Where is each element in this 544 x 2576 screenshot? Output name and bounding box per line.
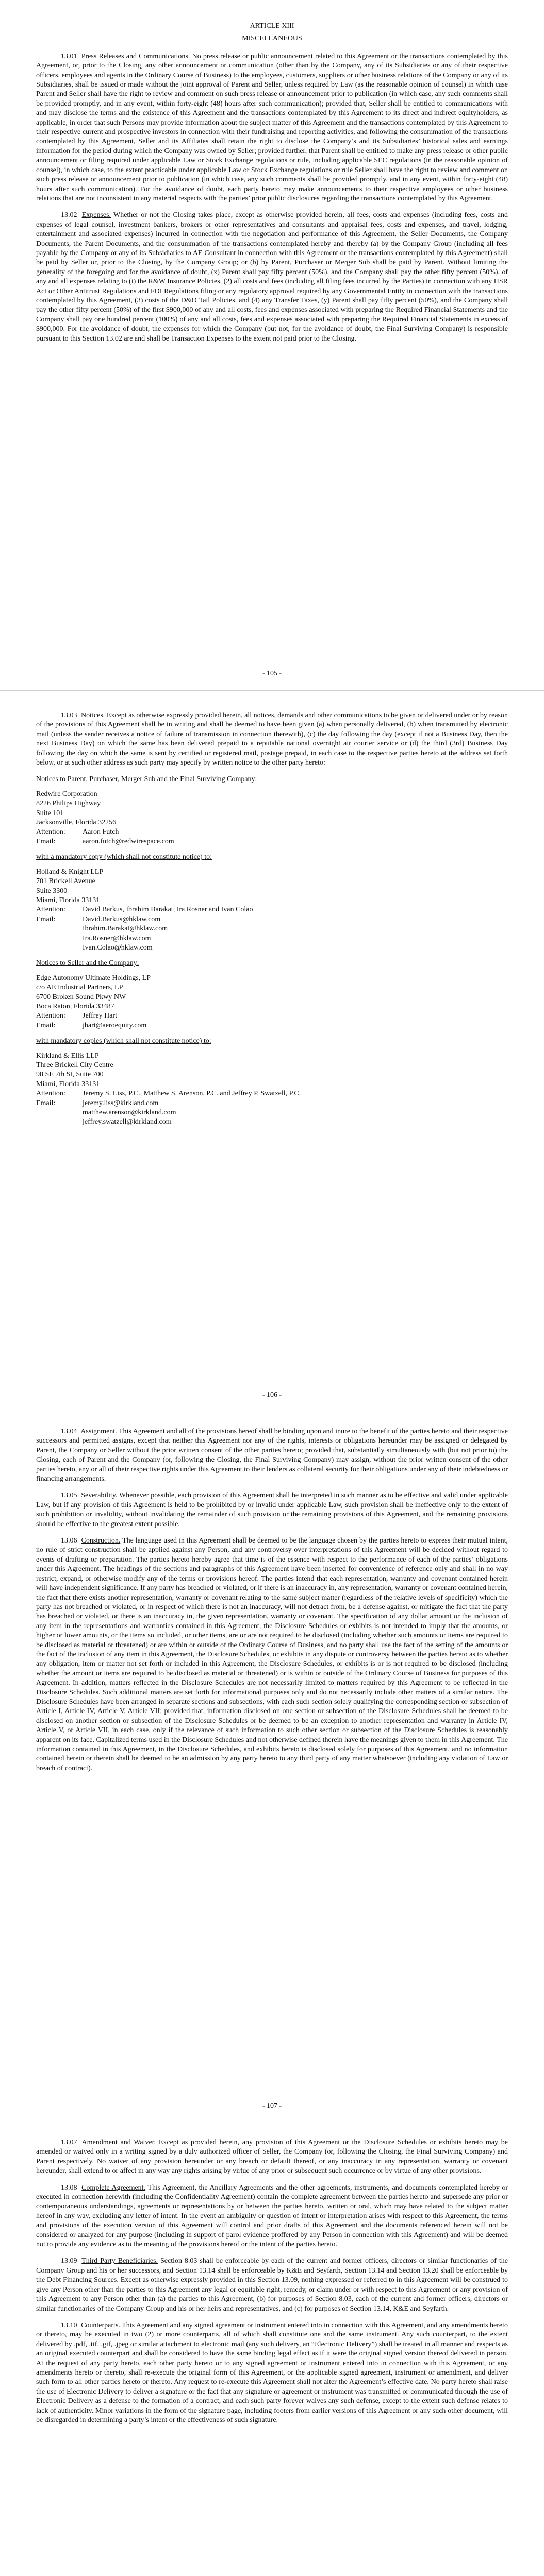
section-number: 13.01: [61, 52, 77, 60]
address-line: Miami, Florida 33131: [36, 896, 100, 904]
page-number: - 105 -: [262, 670, 282, 677]
section-13-06: [36, 1536, 508, 1773]
section-title: Notices.: [81, 711, 105, 719]
address-line: Miami, Florida 33131: [36, 1080, 100, 1088]
address-line: Holland & Knight LLP: [36, 868, 104, 876]
notice-parent-copy-label: with a mandatory copy (which shall not constitute notice) to:: [36, 853, 212, 861]
section-13-07: [36, 2138, 508, 2176]
section-text: Section 8.03 shall be enforceable by each of the current and former officers, directors or similar functionaries of the Company Group and his or her successors, and Section 13.14 shall be enforceable by K&E and Seyfarth, Section 13.14 and Section 13.20 shall be enforceable by the Debt Financing Sources. Except as otherwise expressly provided in this Section 13.09, nothing expressed or referred to in this Agreement will be construed to give any Person other than the parties to this Agreement any legal or equitable right, remedy, or claim under or with respect to this Agreement or any provision of this Agreement to any Person other than (a) the parties to this Agreement, (b) for purposes of Section 8.03, each of the current and former officers, directors or similar functionaries of the Company Group and his or her heirs and representatives, and (c) for purposes of Section 13.14, K&E and Seyfarth.: [36, 2257, 508, 2313]
section-number: 13.07: [61, 2139, 77, 2146]
attention-row: [36, 1011, 508, 1021]
section-13-10: [36, 2321, 508, 2425]
section-number: 13.04: [61, 1428, 77, 1435]
spacer: [36, 924, 83, 934]
email-value: Ibrahim.Barakat@hklaw.com: [83, 925, 168, 933]
attention-value: Jeremy S. Liss, P.C., Matthew S. Arenson, P.C. and Jeffrey P. Swatzell, P.C.: [83, 1090, 301, 1098]
email-value: aaron.futch@redwirespace.com: [83, 837, 174, 845]
attention-label: Attention:: [36, 906, 65, 914]
email-label: Email:: [36, 915, 56, 923]
attention-label: Attention:: [36, 828, 65, 836]
address-line: Suite 3300: [36, 887, 68, 895]
email-row: [36, 1021, 508, 1030]
attention-value: Jeffrey Hart: [83, 1012, 117, 1020]
section-number: 13.08: [61, 2183, 77, 2192]
address-line: c/o AE Industrial Partners, LP: [36, 984, 123, 992]
notice-seller-copy-label: with mandatory copies (which shall not constitute notice) to:: [36, 1037, 211, 1045]
page-number: - 107 -: [262, 2102, 282, 2110]
notice-seller-copy-address: [36, 1052, 508, 1127]
page-108: [36, 2138, 508, 2432]
section-text: This Agreement and all of the provisions hereof shall be binding upon and inure to the benefit of the parties hereto and their respective successors and permitted assigns, except that neither this Agreement nor any of the rights, interests or obligations hereunder may be assigned or delegated by Parent, the Company or Seller without the prior written consent of the other parties hereto; provided that, substantially simultaneously with (but not prior to) the Closing, each of Parent and the Company (or, following the Closing, the Final Surviving Company) may assign, without the prior written consent of the other parties hereto, any or all of their respective rights under this Agreement to their lenders as collateral security for their obligations under any of their indebtedness or financing arrangements.: [36, 1428, 508, 1483]
section-number: 13.03: [61, 711, 77, 719]
attention-label: Attention:: [36, 1090, 65, 1098]
email-value: jeffrey.swatzell@kirkland.com: [83, 1118, 172, 1126]
email-row-cont: [36, 1108, 508, 1117]
address-line: Three Brickell City Centre: [36, 1061, 113, 1069]
notice-seller-label: Notices to Seller and the Company:: [36, 959, 139, 968]
spacer: [36, 1108, 83, 1117]
section-13-08: [36, 2183, 508, 2250]
address-line: 6700 Broken Sound Pkwy NW: [36, 993, 126, 1001]
attention-label: Attention:: [36, 1012, 65, 1020]
email-row: [36, 1099, 508, 1108]
section-title: Counterparts.: [81, 2321, 120, 2329]
section-number: 13.09: [61, 2257, 77, 2265]
section-text: Except as provided herein, any provision of this Agreement or the Disclosure Schedules or exhibits hereto may be amended or waived only in a writing signed by a duly authorized officer of Seller, the Company (or, following the Closing, the Final Surviving Company) and Parent respectively. No waiver of any provision hereunder or any breach or default thereof, or any inaccuracy in any representation, warranty or covenant hereunder, shall extend to or affect in any way any rights arising by virtue of any prior or subsequent such occurrence or by virtue of any other provisions.: [36, 2139, 508, 2175]
notice-seller-address: [36, 974, 508, 1030]
email-row-cont: [36, 943, 508, 953]
section-number: 13.05: [61, 1492, 77, 1500]
address-line: 8226 Philips Highway: [36, 800, 101, 808]
section-title: Complete Agreement.: [81, 2183, 146, 2192]
section-title: Severability.: [81, 1492, 118, 1500]
attention-row: [36, 1089, 508, 1098]
page-number: - 106 -: [262, 1391, 282, 1399]
email-row-cont: [36, 934, 508, 943]
email-row-cont: [36, 924, 508, 934]
email-row: [36, 837, 508, 846]
address-line: Redwire Corporation: [36, 790, 97, 798]
address-line: 701 Brickell Avenue: [36, 877, 95, 886]
address-line: Kirkland & Ellis LLP: [36, 1052, 99, 1060]
section-text: This Agreement and any signed agreement or instrument entered into in connection with this Agreement, and any amendments hereto or thereto, may be executed in two (2) or more counterparts, all of which shall constitute one and the same instrument. Any such counterpart, to the extent delivered by .pdf, .tif, .gif, .jpeg or similar attachment to electronic mail (any such delivery, an “Electronic Delivery”) shall be treated in all manner and respects as an original executed counterpart and shall be considered to have the same binding legal effect as if it were the original signed version thereof delivered in person. At the request of any party hereto, each other party hereto or to any signed agreement or instrument entered into in connection with this Agreement, or any amendments hereto or thereto, shall re-execute the original form of this Agreement, or the applicable signed agreement, instrument or amendment, and deliver such form to all other parties hereto or thereto. Any request to re-execute this Agreement shall not alter the Agreement’s effective date. No party hereto shall raise the use of Electronic Delivery to deliver a signature or the fact that any signature or agreement or instrument was transmitted or communicated through the use of Electronic Delivery as a defense to the formation of a contract, and each such party forever waives any such defense, except to the extent such defense relates to lack of authenticity. Minor variations in the form of the signature page, including footers from earlier versions of this Agreement or any such other document, will be disregarded in determining a party’s intent or the effectiveness of such signature.: [36, 2321, 508, 2424]
spacer: [36, 934, 83, 943]
spacer: [36, 943, 83, 953]
section-text: Whenever possible, each provision of this Agreement shall be interpreted in such manner as to be effective and valid under applicable Law, but if any provision of this Agreement is held to be prohibited by or invalid under applicable Law, such provision shall be ineffective only to the extent of such prohibition or invalidity, without invalidating the remainder of such provision or the remaining provisions of this Agreement, and the remaining provisions should be effective to the greatest extent possible.: [36, 1492, 508, 1528]
section-13-01: [36, 52, 508, 204]
email-value: jeremy.liss@kirkland.com: [83, 1099, 159, 1107]
section-title: Expenses.: [81, 211, 111, 219]
section-13-09: [36, 2257, 508, 2313]
email-value: Ivan.Colao@hklaw.com: [83, 943, 153, 952]
email-value: matthew.arenson@kirkland.com: [83, 1109, 176, 1117]
notice-parent-label: Notices to Parent, Purchaser, Merger Sub and the Final Surviving Company:: [36, 775, 257, 784]
address-line: Suite 101: [36, 809, 64, 817]
section-13-04: [36, 1427, 508, 1484]
address-line: Jacksonville, Florida 32256: [36, 819, 117, 827]
address-line: 98 SE 7th St, Suite 700: [36, 1071, 104, 1079]
section-text: Whether or not the Closing takes place, except as otherwise provided herein, all fees, costs and expenses (including fees, costs and expenses of legal counsel, investment bankers, brokers or other representatives and consultants and appraisal fees, costs and expenses, and travel, lodging, entertainment and associated expenses) incurred in connection with the negotiation and performance of this Agreement, the Seller Documents, the Company Documents, the Parent Documents, and the consummation of the transactions contemplated hereby and thereby (a) by the Company Group (including all fees payable by the Company or any of its Subsidiaries to AE Consultant in connection with this Agreement or the transactions contemplated by this Agreement) shall be paid by Seller or, prior to the Closing, by the Company Group; or (b) by Parent, Purchaser or Merger Sub shall be paid by Parent. Without limiting the generality of the foregoing and for the avoidance of doubt, (x) Parent shall pay fifty percent (50%), and the Company shall pay the other fifty percent (50%), of any and all expenses relating to (i) the R&W Insurance Policies, (2) all costs and fees (including all filing fees incurred by the Parties) in connection with any HSR Act or Other Antitrust Regulations and FDI Regulations filing or any regulatory approval required by any Governmental Entity in connection with the transactions contemplated by this Agreement, (3) costs of the D&O Tail Policies, and (4) any Transfer Taxes, (y) Parent shall pay fifty percent (50%), and the Company shall pay the other fifty percent (50%) of the first $900,000 of any and all costs, fees and expenses associated with preparing the Required Financial Statements and the Company shall pay one hundred percent (100%) of any and all costs, fees and expenses associated with preparing the Required Financial Statements in excess of $900,000. For the avoidance of doubt, the expenses for which the Company (but not, for the avoidance of doubt, the Final Surviving Company) is responsible pursuant to this Section 13.02 are and shall be Transaction Expenses to the extent not paid prior to the Closing.: [36, 211, 508, 343]
email-label: Email:: [36, 837, 56, 845]
email-value: jhart@aeroequity.com: [83, 1021, 147, 1029]
section-title: Construction.: [81, 1537, 121, 1545]
attention-row: [36, 827, 508, 837]
email-row: [36, 915, 508, 924]
email-label: Email:: [36, 1021, 56, 1029]
section-text: Except as otherwise expressly provided herein, all notices, demands and other communications to be given or delivered under or by reason of the provisions of this Agreement shall be in writing and shall be deemed to have been given (a) when personally delivered, (b) when transmitted by electronic mail (unless the sender receives a notice of failure of transmission in connection therewith), (c) the day following the day (except if not a Business Day, then the next Business Day) on which the same has been delivered prepaid to a reputable national overnight air courier service or (d) the third (3rd) Business Day following the day on which the same is sent by certified or registered mail, postage prepaid, in each case to the respective parties hereto at the address set forth below, or at such other address as such party may specify by written notice to the other party hereto:: [36, 711, 508, 767]
section-text: This Agreement, the Ancillary Agreements and the other agreements, instruments, and documents contemplated hereby or executed in connection herewith (including the Confidentiality Agreement) contain the complete agreement between the parties hereto and supersede any prior or contemporaneous understandings, agreements or representations by or between the parties hereto, written or oral, which may have related to the subject matter hereof in any way, excluding any letter of intent. In the event an ambiguity or question of intent or interpretation arises with respect to this Agreement, the terms and provisions of the execution version of this Agreement will control and prior drafts of this Agreement and the documents referenced herein will not be considered or analyzed for any purpose (including in support of parol evidence proffered by any Person in connection with this Agreement) and will be deemed not to provide any evidence as to the meaning of the provisions hereof or the intent of the parties hereto.: [36, 2183, 508, 2249]
section-number: 13.06: [61, 1537, 77, 1545]
article-title: ARTICLE XIII: [250, 22, 294, 30]
page-106: [36, 711, 508, 1133]
section-number: 13.10: [61, 2321, 77, 2329]
email-label: Email:: [36, 1099, 56, 1107]
page-105: [36, 22, 508, 351]
section-13-02: [36, 211, 508, 344]
article-subtitle: MISCELLANEOUS: [242, 35, 302, 43]
email-row-cont: [36, 1117, 508, 1127]
section-text: The language used in this Agreement shall be deemed to be the language chosen by the parties hereto to express their mutual intent, no rule of strict construction shall be applied against any Person, and any controversy over interpretations of this Agreement will be decided without regard to events of drafting or preparation. The parties hereto hereby agree that time is of the essence with respect to the performance of each of the parties’ obligations under this Agreement. The headings of the sections and paragraphs of this Agreement have been inserted for convenience of reference only and shall in no way restrict, expand, or otherwise modify any of the terms or provisions hereof. The parties intend that each representation, warranty and covenant contained herein will have independent significance. If any party has breached or violated, or if there is an inaccuracy in, any representation, warranty or covenant contained herein, the fact that there exists another representation, warranty or covenant relating to the same subject matter (regardless of the relative levels of specificity) which the party has not breached or violated, or in respect of which there is not an inaccuracy, will not detract from, be a defense against, or mitigate the fact that the party has breached or violated, or there is an inaccuracy in, the given representation, warranty or covenant. The specification of any dollar amount or the inclusion of any item in the representations and warranties contained in this Agreement, the Disclosure Schedules or exhibits is not intended to imply that the amounts, or higher or lower amounts, or the items so included, or other items, are or are not required to be disclosed (including whether such amounts or items are required to be disclosed as material or threatened) or are within or outside of the Ordinary Course of Business, and no party shall use the fact of the setting of the amounts or the fact of the inclusion of any item in this Agreement, the Disclosure Schedules, or exhibits in any dispute or controversy between the parties hereto as to whether any obligation, item or matter not set forth or included in this Agreement, the Disclosure Schedules, or exhibits is or is not required to be disclosed (including whether the amount or items are required to be disclosed as material or threatened) or is within or outside of the Ordinary Course of Business for purposes of this Agreement. In addition, matters reflected in the Disclosure Schedules are not necessarily limited to matters required by this Agreement to be reflected in the Disclosure Schedules. Such additional matters are set forth for informational purposes only and do not necessarily include other matters of a similar nature. The Disclosure Schedules have been arranged in separate sections and subsections, with each such section solely qualifying the corresponding section or subsection of Article I, Article IV, Article V, Article VII; provided that, information disclosed on one section or subsection of the Disclosure Schedules shall be deemed to be disclosed on another section or subsection of the Disclosure Schedules or be deemed to be an exception to another representation and warranty in Article IV, Article V, or Article VII, in each case, only if the relevance of such information to such other section or subsection of the Disclosure Schedules is reasonably apparent on its face. Capitalized terms used in the Disclosure Schedules and not otherwise defined therein have the meanings given to them in this Agreement. The information contained in this Agreement, in the Disclosure Schedules, and exhibits hereto is disclosed solely for purposes of this Agreement, and no information contained herein or therein shall be deemed to be an admission by any party hereto to any third party of any matter whatsoever (including any violation of Law or breach of contract).: [36, 1537, 508, 1772]
notice-parent-copy-address: [36, 868, 508, 953]
section-title: Amendment and Waiver.: [81, 2139, 156, 2146]
section-number: 13.02: [61, 211, 77, 219]
section-title: Third Party Beneficiaries.: [81, 2257, 158, 2265]
section-13-05: [36, 1491, 508, 1529]
section-title: Press Releases and Communications.: [81, 52, 190, 60]
spacer: [36, 1117, 83, 1127]
section-title: Assignment.: [80, 1428, 117, 1435]
address-line: Edge Autonomy Ultimate Holdings, LP: [36, 974, 151, 982]
attention-row: [36, 905, 508, 914]
page-107: [36, 1427, 508, 1781]
attention-value: Aaron Futch: [83, 828, 119, 836]
email-value: Ira.Rosner@hklaw.com: [83, 934, 151, 942]
notice-parent-address: [36, 790, 508, 846]
attention-value: David Barkus, Ibrahim Barakat, Ira Rosner and Ivan Colao: [83, 906, 253, 914]
page-divider: [0, 690, 544, 691]
section-13-03: [36, 711, 508, 768]
section-text: No press release or public announcement related to this Agreement or the transactions contemplated by this Agreement, or, prior to the Closing, any other announcement or communication (other than by the Company, any of its Subsidiaries or any of their respective officers, employees and agents in the Ordinary Course of Business) to the employees, customers, suppliers or other business relations of the Company or any of its Subsidiaries, shall be issued or made without the joint approval of Parent and Seller, unless required by Law (as the reasonable opinion of counsel) in which case Parent and Seller shall have the right to review and comment on such press release or announcement prior to publication (in which case, any such comments shall be provided promptly, and in any event, within forty-eight (48) hours after such communication); provided that, Seller shall be entitled to communications with and may disclose the terms and the existence of this Agreement and the transactions contemplated by this Agreement to its direct and indirect equityholders, as applicable, in order that such Persons may provide information about the subject matter of this Agreement and the transactions contemplated by this Agreement to their respective current and prospective investors in connection with their fundraising and reporting activities, and following the consummation of the transactions contemplated by this Agreement, Seller and its Affiliates shall retain the right to disclose the Company’s and its Subsidiaries’ historical sales and earnings information for the period during which the Company was owned by Seller; provided further, that Parent shall be entitled to make any press release or other public announcement or filing required under applicable Law or Stock Exchange regulations or rule, including applicable SEC regulations (in the reasonable opinion of counsel), in which case, to the extent practicable under applicable Law or Stock Exchange regulations or rule Seller shall have the right to review and comment on such press release or announcement prior to publication (in which case, any such comments shall be provided promptly, and in any event, within forty-eight (48) hours after such communication). For the avoidance of doubt, each party hereto may make announcements to their respective employees or other business relations that are not inconsistent in any material respects with the parties’ prior public disclosures regarding the transactions contemplated by this Agreement.: [36, 52, 508, 202]
email-value: David.Barkus@hklaw.com: [83, 915, 161, 923]
address-line: Boca Raton, Florida 33487: [36, 1002, 114, 1010]
